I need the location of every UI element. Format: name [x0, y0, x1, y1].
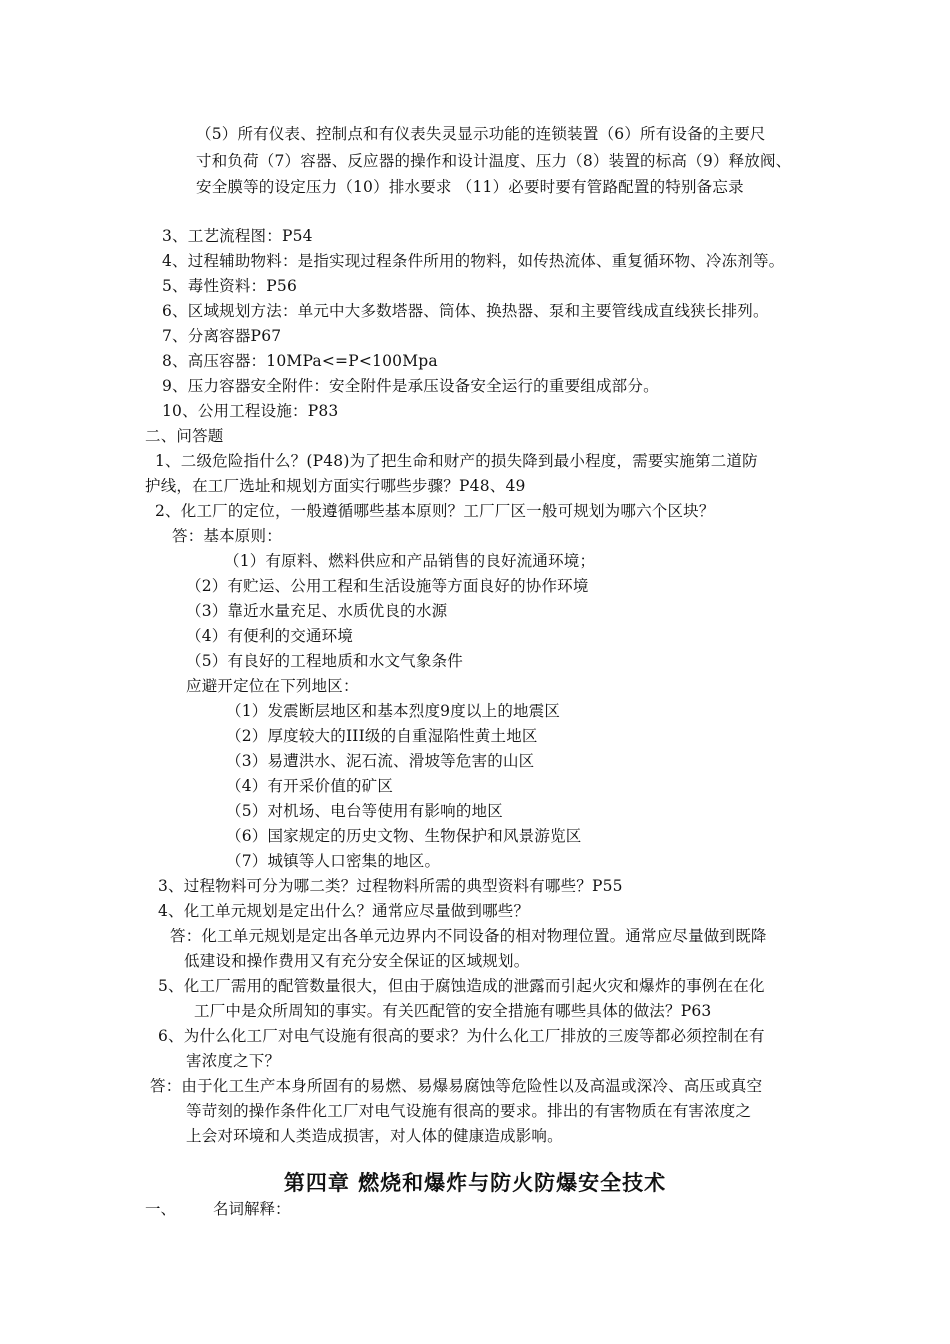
text-line: 3、工艺流程图：P54: [162, 227, 313, 245]
chapter-title: 第四章 燃烧和爆炸与防火防爆安全技术: [283, 1171, 667, 1195]
text-line: 9、压力容器安全附件：安全附件是承压设备安全运行的重要组成部分。: [162, 377, 659, 395]
text-line: 应避开定位在下列地区：: [186, 677, 359, 695]
section-label: 名词解释：: [213, 1200, 291, 1218]
text-line: 工厂中是众所周知的事实。有关匹配管的安全措施有哪些具体的做法？P63: [194, 1002, 712, 1020]
text-line: （7）城镇等人口密集的地区。: [226, 852, 441, 870]
text-line: 6、为什么化工厂对电气设施有很高的要求？为什么化工厂排放的三废等都必须控制在有: [158, 1027, 765, 1045]
text-line: （5）有良好的工程地质和水文气象条件: [186, 652, 463, 670]
text-line: 护线，在工厂选址和规划方面实行哪些步骤？P48、49: [145, 477, 526, 495]
text-line: （1）有原料、燃料供应和产品销售的良好流通环境；: [224, 552, 596, 570]
text-line: 6、区域规划方法：单元中大多数塔器、筒体、换热器、泵和主要管线成直线狭长排列。: [162, 302, 769, 320]
text-line: 5、化工厂需用的配管数量很大，但由于腐蚀造成的泄露而引起火灾和爆炸的事例在在化: [158, 977, 765, 995]
section-number: 一、: [145, 1200, 177, 1218]
text-line: （1）发震断层地区和基本烈度9度以上的地震区: [226, 702, 561, 720]
text-line: 10、公用工程设施：P83: [162, 402, 339, 420]
text-line: 5、毒性资料：P56: [162, 277, 298, 295]
text-line: 4、化工单元规划是定出什么？通常应尽量做到哪些？: [158, 902, 530, 920]
text-line: 等苛刻的操作条件化工厂对电气设施有很高的要求。排出的有害物质在有害浓度之: [186, 1102, 752, 1120]
text-line: （3）靠近水量充足、水质优良的水源: [186, 602, 448, 620]
text-line: 2、化工厂的定位，一般遵循哪些基本原则？工厂厂区一般可规划为哪六个区块？: [155, 502, 715, 520]
text-line: （4）有便利的交通环境: [186, 627, 354, 645]
section-heading: 二、问答题: [145, 427, 224, 445]
text-line: （5）所有仪表、控制点和有仪表失灵显示功能的连锁装置（6）所有设备的主要尺: [196, 125, 766, 143]
text-line: 安全膜等的设定压力（10）排水要求 （11）必要时要有管路配置的特别备忘录: [196, 178, 744, 196]
text-line: 寸和负荷（7）容器、反应器的操作和设计温度、压力（8）装置的标高（9）释放阀、: [196, 152, 792, 170]
text-line: （5）对机场、电台等使用有影响的地区: [226, 802, 503, 820]
text-line: 8、高压容器：10MPa<=P<100Mpa: [162, 352, 438, 370]
text-line: 害浓度之下？: [186, 1052, 281, 1070]
text-line: 4、过程辅助物料：是指实现过程条件所用的物料，如传热流体、重复循环物、冷冻剂等。: [162, 252, 785, 270]
text-line: （3）易遭洪水、泥石流、滑坡等危害的山区: [226, 752, 535, 770]
text-line: （4）有开采价值的矿区: [226, 777, 394, 795]
text-line: 1、二级危险指什么？(P48)为了把生命和财产的损失降到最小程度，需要实施第二道防: [155, 452, 758, 470]
text-line: （2）有贮运、公用工程和生活设施等方面良好的协作环境: [186, 577, 589, 595]
text-line: （6）国家规定的历史文物、生物保护和风景游览区: [226, 827, 582, 845]
text-line: 答：由于化工生产本身所固有的易燃、易爆易腐蚀等危险性以及高温或深冷、高压或真空: [150, 1077, 763, 1095]
text-line: 低建设和操作费用又有充分安全保证的区域规划。: [184, 952, 530, 970]
text-line: 上会对环境和人类造成损害，对人体的健康造成影响。: [186, 1127, 563, 1145]
text-line: 3、过程物料可分为哪二类？过程物料所需的典型资料有哪些？P55: [158, 877, 623, 895]
text-line: 答：基本原则：: [172, 527, 282, 545]
text-line: （2）厚度较大的III级的自重湿陷性黄土地区: [226, 727, 538, 745]
text-line: 答：化工单元规划是定出各单元边界内不同设备的相对物理位置。通常应尽量做到既降: [170, 927, 767, 945]
text-line: 7、分离容器P67: [162, 327, 282, 345]
